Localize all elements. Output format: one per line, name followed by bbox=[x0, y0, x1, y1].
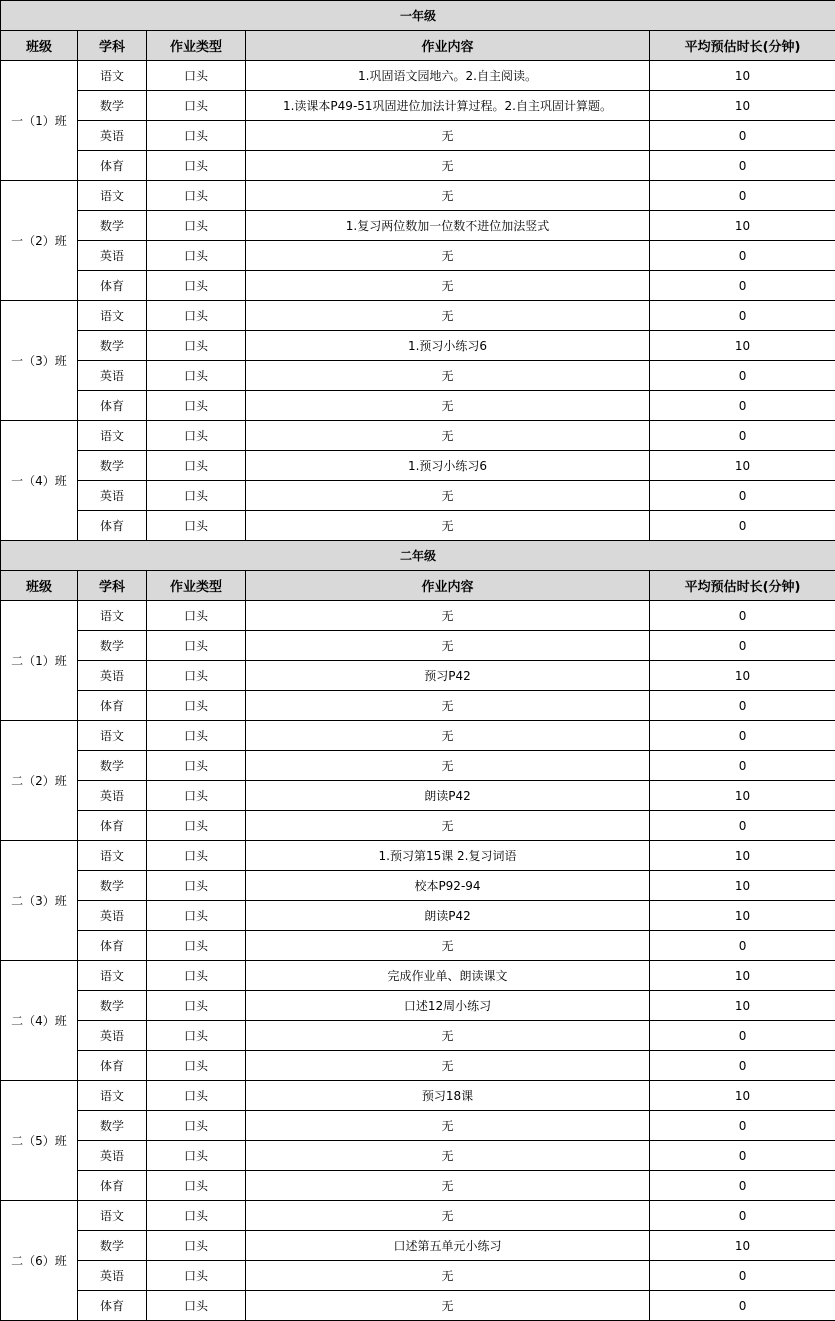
homework-content-cell: 无 bbox=[246, 241, 650, 271]
homework-type-cell: 口头 bbox=[147, 871, 246, 901]
homework-type-cell: 口头 bbox=[147, 991, 246, 1021]
homework-content-cell: 1.复习两位数加一位数不进位加法竖式 bbox=[246, 211, 650, 241]
table-row bbox=[1, 1141, 835, 1171]
homework-type-cell: 口头 bbox=[147, 361, 246, 391]
homework-content-cell: 无 bbox=[246, 511, 650, 541]
homework-type-cell: 口头 bbox=[147, 781, 246, 811]
homework-type-cell: 口头 bbox=[147, 241, 246, 271]
table-row bbox=[1, 931, 835, 961]
table-row bbox=[1, 121, 835, 151]
subject-cell: 英语 bbox=[78, 1141, 147, 1171]
subject-cell: 体育 bbox=[78, 391, 147, 421]
minutes-cell: 0 bbox=[650, 691, 835, 721]
homework-type-cell: 口头 bbox=[147, 601, 246, 631]
subject-cell: 英语 bbox=[78, 901, 147, 931]
homework-type-cell: 口头 bbox=[147, 1081, 246, 1111]
class-name-cell: 二（2）班 bbox=[1, 721, 78, 841]
homework-type-cell: 口头 bbox=[147, 1111, 246, 1141]
subject-cell: 数学 bbox=[78, 751, 147, 781]
subject-cell: 语文 bbox=[78, 301, 147, 331]
minutes-cell: 0 bbox=[650, 1051, 835, 1081]
class-name-cell: 一（4）班 bbox=[1, 421, 78, 541]
column-header-class: 班级 bbox=[1, 571, 78, 601]
minutes-cell: 10 bbox=[650, 451, 835, 481]
subject-cell: 体育 bbox=[78, 931, 147, 961]
class-name-cell: 二（3）班 bbox=[1, 841, 78, 961]
homework-type-cell: 口头 bbox=[147, 451, 246, 481]
homework-content-cell: 无 bbox=[246, 421, 650, 451]
table-row bbox=[1, 871, 835, 901]
homework-type-cell: 口头 bbox=[147, 931, 246, 961]
homework-type-cell: 口头 bbox=[147, 631, 246, 661]
subject-cell: 体育 bbox=[78, 151, 147, 181]
subject-cell: 英语 bbox=[78, 241, 147, 271]
minutes-cell: 0 bbox=[650, 481, 835, 511]
subject-cell: 语文 bbox=[78, 181, 147, 211]
minutes-cell: 10 bbox=[650, 871, 835, 901]
minutes-cell: 10 bbox=[650, 841, 835, 871]
homework-content-cell: 无 bbox=[246, 151, 650, 181]
minutes-cell: 10 bbox=[650, 211, 835, 241]
minutes-cell: 10 bbox=[650, 1081, 835, 1111]
minutes-cell: 10 bbox=[650, 781, 835, 811]
table-row bbox=[1, 361, 835, 391]
minutes-cell: 0 bbox=[650, 421, 835, 451]
homework-content-cell: 1.预习小练习6 bbox=[246, 451, 650, 481]
minutes-cell: 10 bbox=[650, 991, 835, 1021]
minutes-cell: 0 bbox=[650, 931, 835, 961]
homework-type-cell: 口头 bbox=[147, 691, 246, 721]
homework-content-cell: 无 bbox=[246, 1171, 650, 1201]
homework-type-cell: 口头 bbox=[147, 301, 246, 331]
table-row bbox=[1, 901, 835, 931]
table-row bbox=[1, 841, 835, 871]
homework-content-cell: 无 bbox=[246, 811, 650, 841]
homework-type-cell: 口头 bbox=[147, 1261, 246, 1291]
homework-type-cell: 口头 bbox=[147, 1171, 246, 1201]
homework-type-cell: 口头 bbox=[147, 211, 246, 241]
homework-content-cell: 预习18课 bbox=[246, 1081, 650, 1111]
homework-content-cell: 完成作业单、朗读课文 bbox=[246, 961, 650, 991]
subject-cell: 语文 bbox=[78, 721, 147, 751]
table-row bbox=[1, 301, 835, 331]
minutes-cell: 0 bbox=[650, 751, 835, 781]
subject-cell: 英语 bbox=[78, 781, 147, 811]
minutes-cell: 0 bbox=[650, 721, 835, 751]
homework-content-cell: 1.巩固语文园地六。2.自主阅读。 bbox=[246, 61, 650, 91]
subject-cell: 英语 bbox=[78, 361, 147, 391]
minutes-cell: 0 bbox=[650, 1291, 835, 1321]
homework-content-cell: 预习P42 bbox=[246, 661, 650, 691]
column-header-minutes: 平均预估时长(分钟) bbox=[650, 31, 835, 61]
homework-content-cell: 口述第五单元小练习 bbox=[246, 1231, 650, 1261]
homework-type-cell: 口头 bbox=[147, 1231, 246, 1261]
table-row bbox=[1, 511, 835, 541]
subject-cell: 语文 bbox=[78, 61, 147, 91]
subject-cell: 数学 bbox=[78, 631, 147, 661]
subject-cell: 语文 bbox=[78, 1081, 147, 1111]
subject-cell: 体育 bbox=[78, 1051, 147, 1081]
minutes-cell: 0 bbox=[650, 1021, 835, 1051]
table-row bbox=[1, 1261, 835, 1291]
homework-content-cell: 无 bbox=[246, 601, 650, 631]
subject-cell: 数学 bbox=[78, 991, 147, 1021]
subject-cell: 英语 bbox=[78, 1261, 147, 1291]
column-header-type: 作业类型 bbox=[147, 31, 246, 61]
table-row bbox=[1, 211, 835, 241]
table-row bbox=[1, 391, 835, 421]
homework-type-cell: 口头 bbox=[147, 391, 246, 421]
homework-content-cell: 无 bbox=[246, 271, 650, 301]
homework-type-cell: 口头 bbox=[147, 271, 246, 301]
table-row bbox=[1, 961, 835, 991]
homework-type-cell: 口头 bbox=[147, 481, 246, 511]
homework-type-cell: 口头 bbox=[147, 331, 246, 361]
table-row bbox=[1, 421, 835, 451]
homework-type-cell: 口头 bbox=[147, 661, 246, 691]
table-row bbox=[1, 241, 835, 271]
table-row bbox=[1, 331, 835, 361]
homework-type-cell: 口头 bbox=[147, 511, 246, 541]
homework-type-cell: 口头 bbox=[147, 121, 246, 151]
homework-type-cell: 口头 bbox=[147, 1201, 246, 1231]
minutes-cell: 10 bbox=[650, 91, 835, 121]
minutes-cell: 0 bbox=[650, 511, 835, 541]
homework-type-cell: 口头 bbox=[147, 181, 246, 211]
homework-content-cell: 1.预习第15课 2.复习词语 bbox=[246, 841, 650, 871]
table-row bbox=[1, 1021, 835, 1051]
homework-content-cell: 1.读课本P49-51巩固进位加法计算过程。2.自主巩固计算题。 bbox=[246, 91, 650, 121]
homework-type-cell: 口头 bbox=[147, 1051, 246, 1081]
minutes-cell: 0 bbox=[650, 241, 835, 271]
minutes-cell: 0 bbox=[650, 1261, 835, 1291]
table-row bbox=[1, 1231, 835, 1261]
class-name-cell: 一（2）班 bbox=[1, 181, 78, 301]
class-name-cell: 二（1）班 bbox=[1, 601, 78, 721]
homework-content-cell: 无 bbox=[246, 181, 650, 211]
table-row bbox=[1, 451, 835, 481]
homework-content-cell: 无 bbox=[246, 691, 650, 721]
subject-cell: 英语 bbox=[78, 121, 147, 151]
column-header-row bbox=[1, 571, 835, 601]
homework-type-cell: 口头 bbox=[147, 91, 246, 121]
table-row bbox=[1, 1201, 835, 1231]
table-row bbox=[1, 661, 835, 691]
grade-title: 二年级 bbox=[1, 541, 835, 571]
table-row bbox=[1, 1081, 835, 1111]
column-header-subject: 学科 bbox=[78, 571, 147, 601]
homework-type-cell: 口头 bbox=[147, 811, 246, 841]
subject-cell: 数学 bbox=[78, 211, 147, 241]
homework-content-cell: 朗读P42 bbox=[246, 781, 650, 811]
column-header-content: 作业内容 bbox=[246, 571, 650, 601]
subject-cell: 体育 bbox=[78, 1171, 147, 1201]
subject-cell: 英语 bbox=[78, 1021, 147, 1051]
homework-type-cell: 口头 bbox=[147, 61, 246, 91]
minutes-cell: 0 bbox=[650, 151, 835, 181]
minutes-cell: 0 bbox=[650, 1111, 835, 1141]
grade-title: 一年级 bbox=[1, 1, 835, 31]
subject-cell: 数学 bbox=[78, 331, 147, 361]
minutes-cell: 10 bbox=[650, 661, 835, 691]
subject-cell: 语文 bbox=[78, 1201, 147, 1231]
table-row bbox=[1, 991, 835, 1021]
homework-type-cell: 口头 bbox=[147, 961, 246, 991]
minutes-cell: 0 bbox=[650, 271, 835, 301]
subject-cell: 体育 bbox=[78, 691, 147, 721]
minutes-cell: 0 bbox=[650, 601, 835, 631]
subject-cell: 语文 bbox=[78, 421, 147, 451]
table-row bbox=[1, 631, 835, 661]
subject-cell: 语文 bbox=[78, 961, 147, 991]
homework-content-cell: 无 bbox=[246, 391, 650, 421]
table-row bbox=[1, 781, 835, 811]
class-name-cell: 二（6）班 bbox=[1, 1201, 78, 1321]
homework-content-cell: 朗读P42 bbox=[246, 901, 650, 931]
subject-cell: 数学 bbox=[78, 91, 147, 121]
minutes-cell: 10 bbox=[650, 61, 835, 91]
table-row bbox=[1, 481, 835, 511]
subject-cell: 英语 bbox=[78, 481, 147, 511]
subject-cell: 英语 bbox=[78, 661, 147, 691]
class-name-cell: 一（3）班 bbox=[1, 301, 78, 421]
homework-content-cell: 无 bbox=[246, 481, 650, 511]
homework-content-cell: 无 bbox=[246, 1291, 650, 1321]
table-row bbox=[1, 1171, 835, 1201]
table-row bbox=[1, 151, 835, 181]
column-header-content: 作业内容 bbox=[246, 31, 650, 61]
subject-cell: 数学 bbox=[78, 1231, 147, 1261]
column-header-row bbox=[1, 31, 835, 61]
minutes-cell: 0 bbox=[650, 391, 835, 421]
homework-content-cell: 无 bbox=[246, 751, 650, 781]
homework-content-cell: 无 bbox=[246, 301, 650, 331]
homework-type-cell: 口头 bbox=[147, 901, 246, 931]
class-name-cell: 一（1）班 bbox=[1, 61, 78, 181]
homework-content-cell: 无 bbox=[246, 631, 650, 661]
class-name-cell: 二（4）班 bbox=[1, 961, 78, 1081]
homework-content-cell: 无 bbox=[246, 1141, 650, 1171]
table-row bbox=[1, 601, 835, 631]
homework-content-cell: 无 bbox=[246, 1051, 650, 1081]
minutes-cell: 0 bbox=[650, 121, 835, 151]
subject-cell: 体育 bbox=[78, 271, 147, 301]
homework-type-cell: 口头 bbox=[147, 721, 246, 751]
minutes-cell: 10 bbox=[650, 1231, 835, 1261]
table-row bbox=[1, 751, 835, 781]
homework-content-cell: 无 bbox=[246, 121, 650, 151]
minutes-cell: 0 bbox=[650, 181, 835, 211]
subject-cell: 数学 bbox=[78, 451, 147, 481]
subject-cell: 数学 bbox=[78, 871, 147, 901]
homework-content-cell: 无 bbox=[246, 931, 650, 961]
table-row bbox=[1, 271, 835, 301]
subject-cell: 语文 bbox=[78, 601, 147, 631]
homework-type-cell: 口头 bbox=[147, 841, 246, 871]
minutes-cell: 0 bbox=[650, 1201, 835, 1231]
minutes-cell: 0 bbox=[650, 1171, 835, 1201]
homework-content-cell: 无 bbox=[246, 1261, 650, 1291]
table-row bbox=[1, 691, 835, 721]
table-row bbox=[1, 61, 835, 91]
homework-content-cell: 无 bbox=[246, 361, 650, 391]
minutes-cell: 0 bbox=[650, 811, 835, 841]
table-row bbox=[1, 721, 835, 751]
homework-type-cell: 口头 bbox=[147, 421, 246, 451]
column-header-minutes: 平均预估时长(分钟) bbox=[650, 571, 835, 601]
homework-content-cell: 无 bbox=[246, 1111, 650, 1141]
homework-content-cell: 1.预习小练习6 bbox=[246, 331, 650, 361]
grade-title-row bbox=[1, 1, 835, 31]
table-row bbox=[1, 91, 835, 121]
grade-title-row bbox=[1, 541, 835, 571]
homework-content-cell: 无 bbox=[246, 1201, 650, 1231]
column-header-class: 班级 bbox=[1, 31, 78, 61]
minutes-cell: 0 bbox=[650, 1141, 835, 1171]
table-row bbox=[1, 811, 835, 841]
table-row bbox=[1, 1051, 835, 1081]
column-header-type: 作业类型 bbox=[147, 571, 246, 601]
homework-content-cell: 校本P92-94 bbox=[246, 871, 650, 901]
minutes-cell: 10 bbox=[650, 961, 835, 991]
minutes-cell: 0 bbox=[650, 301, 835, 331]
table-row bbox=[1, 1111, 835, 1141]
subject-cell: 体育 bbox=[78, 1291, 147, 1321]
minutes-cell: 0 bbox=[650, 361, 835, 391]
column-header-subject: 学科 bbox=[78, 31, 147, 61]
subject-cell: 数学 bbox=[78, 1111, 147, 1141]
table-row bbox=[1, 1291, 835, 1321]
subject-cell: 体育 bbox=[78, 511, 147, 541]
table-row bbox=[1, 181, 835, 211]
homework-type-cell: 口头 bbox=[147, 151, 246, 181]
homework-type-cell: 口头 bbox=[147, 1021, 246, 1051]
homework-type-cell: 口头 bbox=[147, 751, 246, 781]
class-name-cell: 二（5）班 bbox=[1, 1081, 78, 1201]
minutes-cell: 0 bbox=[650, 631, 835, 661]
homework-content-cell: 口述12周小练习 bbox=[246, 991, 650, 1021]
homework-content-cell: 无 bbox=[246, 1021, 650, 1051]
minutes-cell: 10 bbox=[650, 901, 835, 931]
subject-cell: 体育 bbox=[78, 811, 147, 841]
minutes-cell: 10 bbox=[650, 331, 835, 361]
homework-type-cell: 口头 bbox=[147, 1291, 246, 1321]
subject-cell: 语文 bbox=[78, 841, 147, 871]
homework-type-cell: 口头 bbox=[147, 1141, 246, 1171]
homework-content-cell: 无 bbox=[246, 721, 650, 751]
